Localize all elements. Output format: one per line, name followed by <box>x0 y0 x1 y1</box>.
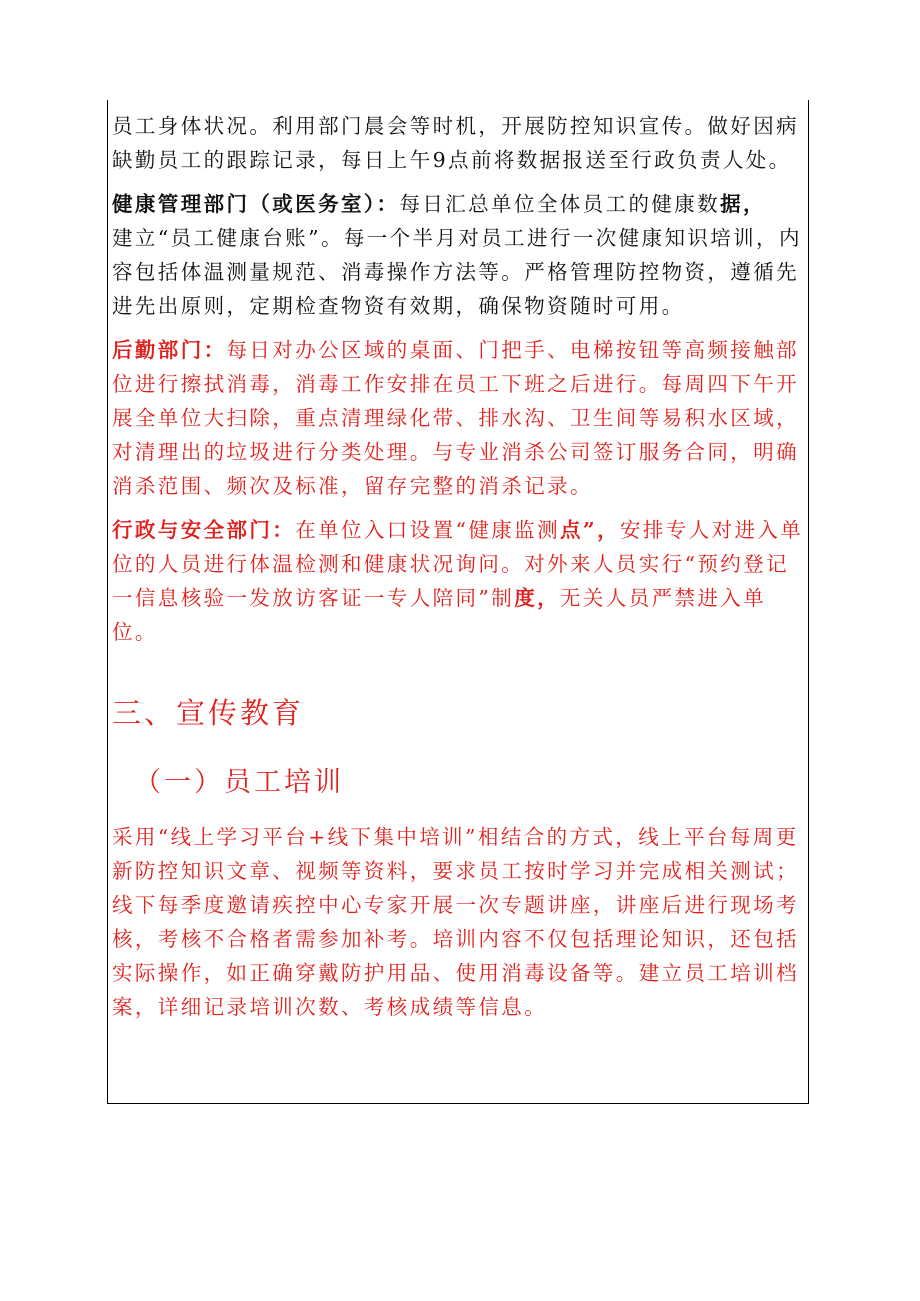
paragraph-text: 每日汇总单位全体员工的健康数 <box>399 192 721 216</box>
paragraph-text-bold: 点”， <box>559 518 620 542</box>
paragraph-employee-health <box>112 109 804 177</box>
paragraph-logistics <box>112 333 804 503</box>
department-label-logistics: 后勤部门： <box>112 338 227 362</box>
paragraph-text: 无关人员严禁进入单位。 <box>112 586 767 644</box>
department-label-admin-security: 行政与安全部门： <box>112 518 296 542</box>
paragraph-health-management <box>112 187 804 323</box>
section-heading: 三、宣传教育 <box>112 696 305 730</box>
paragraph-text: 安排专人对进入单位的人员进行体温检测和健康状况询问。对外来人员实行“预约登记一信息核验一发放访客证一专人陪同”制 <box>112 518 804 610</box>
paragraph-employee-training <box>112 820 804 1024</box>
department-label-health-management: 健康管理部门（或医务室）： <box>112 192 400 216</box>
paragraph-text: 员工身体状况。利用部门晨会等时机，开展防控知识宣传。做好因病缺勤员工的跟踪记录，每日上午9点前将数据报送至行政负责人处。 <box>112 114 799 172</box>
paragraph-text: 在单位入口设置“健康监测 <box>295 518 560 542</box>
document-content <box>112 109 804 1024</box>
paragraph-text: 建立“员工健康台账”。每一个半月对员工进行一次健康知识培训，内容包括体温测量规范、消毒操作方法等。严格管理防控物资，遵循先进先出原则，定期检查物资有效期，确保物资随时可用。 <box>112 226 802 318</box>
paragraph-text-bold: 据， <box>720 192 766 216</box>
paragraph-admin-security <box>112 513 804 649</box>
subsection-heading: （一）员工培训 <box>134 767 344 798</box>
paragraph-text-bold: 度， <box>514 586 560 610</box>
paragraph-text: 每日对办公区域的桌面、门把手、电梯按钮等高频接触部位进行擦拭消毒，消毒工作安排在员工下班之后进行。每周四下午开展全单位大扫除，重点清理绿化带、排水沟、卫生间等易积水区域，对清理出的垃圾进行分类处理。与专业消杀公司签订服务合同，明确消杀范围、频次及标准，留存完整的消杀记录。 <box>112 338 799 498</box>
paragraph-text: 采用“线上学习平台+线下集中培训”相结合的方式，线上平台每周更新防控知识文章、视频等资料，要求员工按时学习并完成相关测试；线下每季度邀请疾控中心专家开展一次专题讲座，讲座后进行现场考核，考核不合格者需参加补考。培训内容不仅包括理论知识，还包括实际操作，如正确穿戴防护用品、使用消毒设备等。建立员工培训档案，详细记录培训次数、考核成绩等信息。 <box>112 825 799 1019</box>
